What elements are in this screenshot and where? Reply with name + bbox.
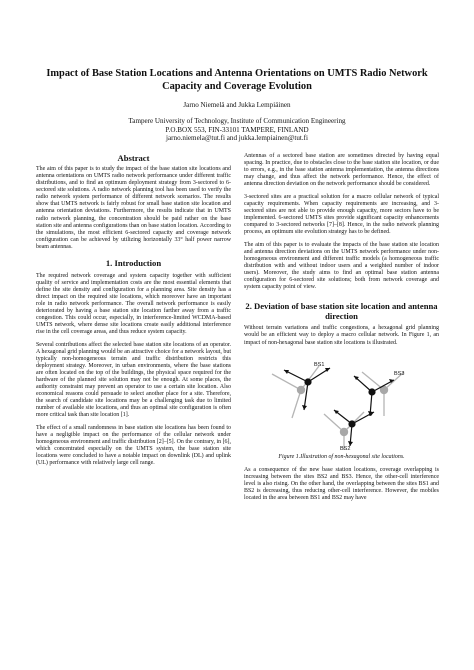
hexagonal-grid-lines [272, 366, 404, 453]
paper-title: Impact of Base Station Locations and Antenna Orientations on UMTS Radio Network Capacity and Coverage Evolution [46, 68, 428, 92]
abstract-text: The aim of this paper is to study the impact of the base station site locations and antenna orientations on UMTS radio network performance under different traffic distributions, and to find an optimum deployment strategy from 3-sectored to 6-sectored site solutions. A radio network planning tool has been used to verify the radio network system performance of different network scenarios. The results show that UMTS network is fairly robust for small base station site location and antenna orientation deviations. Furthermore, the results indicate that in UMTS radio network planning, the concentration should be paid rather on the base station site and antenna configurations than on base station location. According to the simulations, the most efficient 6-sectored capacity and coverage network configuration can be achieved by utilizing horizontally 33° half power narrow beam antennas. [36, 166, 231, 250]
body-paragraph: The aim of this paper is to evaluate the impacts of the base station site location and antenna direction deviations on the UMTS network performance under non-homogeneous environment and different traffic models (a homogeneous traffic distribution with and without indoor users and a weighted number of indoor users). Moreover, the study aims to find an optimal base station antenna configuration for 6-sectored site solutions; both from network coverage and system capacity point of view. [244, 241, 439, 290]
displaced-site-antennas [284, 368, 394, 446]
intro-paragraph: The effect of a small randomness in base station site locations has been found to have a negligible impact on the performance of the cellular network under homogeneous environment and traffic distribution [2]–[5]. On the contrary, in [6], which concentrated especially on the UMTS system, the base station site locations were concluded to have a notable impact on downlink (DL) and uplink (UL) performance with relatively large cell range. [36, 425, 231, 467]
figure-1 [244, 352, 439, 452]
intro-paragraph: Several contributions affect the selected base station site locations of an operator. A hexagonal grid planning would be an attractive choice for a network layout, but typically non-homogeneous terrain and traffic distribution restricts this deployment strategy. Moreover, in urban environments, where the base stations are often located on the top of the buildings, the physical space required for the hardware of the planned site solution may not be enough. At some places, the authority constraint may prevent an operator to use a certain site location. Also economical reasons could persuade to select another place for a site. Therefore, the search of candidate site locations may be a challenging task due to limited number of available site locations, and thus an optimal site configuration is often more critical task than site location [1]. [36, 341, 231, 419]
paper-authors: Jarno Niemelä and Jukka Lempiäinen [183, 101, 291, 109]
affiliation-line: P.O.BOX 553, FIN-33101 TAMPERE, FINLAND [165, 125, 309, 134]
right-column [244, 153, 439, 508]
section2-paragraph: Without terrain variations and traffic congestions, a hexagonal grid planning would be an efficient way to deploy a macro cellular network. In Figure 1, an impact of non-hexagonal base station site locations is illustrated. [244, 325, 439, 346]
email-line: jarno.niemela@tut.fi and jukka.lempiainen@tut.fi [166, 134, 308, 143]
section2-paragraph: As a consequence of the new base station locations, coverage overlapping is increasing between the sites BS2 and BS3. Hence, the other-cell interference level is also rising. On the other hand, the overlapping between the sites BS1 and BS2 is decreasing, thus reducing other-cell interference. However, the mobiles located in the area between BS1 and BS2 may have [244, 466, 439, 501]
antenna-arrowheads [284, 368, 394, 446]
abstract-heading: Abstract [117, 153, 150, 163]
intro-paragraph: The required network coverage and system capacity together with sufficient quality of service and implementation costs are the most essential elements that define the site density and configuration for a planning area. Site density has a direct impact on the required site locations, which moreover have an important role in radio network performance. The overall network performance is easily deteriorated by having a base station site location farther away from a traffic congestion. This could occur, especially, in interference-limited WCDMA-based UMTS network, where dense site locations create easily additional interference rise in the cell coverage areas, and thus reduce system capacity. [36, 272, 231, 336]
figure-caption: Figure 1.Illustration of non-hexagonal site locations. [278, 454, 405, 461]
section2-heading: 2. Deviation of base station site location and antenna direction [245, 301, 438, 322]
body-paragraph: 3-sectored sites are a practical solution for a macro cellular network of typical capacity requirements. When capacity requirements are increasing, and 3-sectored sites are not able to provide enough capacity, more sectors have to be implemented. 6-sectored UMTS sites provide significant capacity enhancements compared to 3-sectored networks [7]–[8]. Hence, in the radio network planning process, an optimum site evolution strategy has to be defined. [244, 193, 439, 236]
introduction-heading: 1. Introduction [105, 257, 162, 268]
bs3-label: BS3 [394, 371, 405, 378]
paper-affiliation [40, 117, 434, 143]
site-location-diagram [244, 352, 439, 452]
bs1-label: BS1 [314, 362, 325, 369]
affiliation-line: Tampere University of Technology, Institute of Communication Engineering [128, 117, 346, 125]
left-column [36, 153, 231, 473]
body-paragraph: Antennas of a sectored base station are sometimes directed by having equal spacing. In practice, due to obstacles close to the base station site location, or due to errors, e.g., in the base station antenna implementation, the antenna directions may change, and thus affect the network performance. Hence, the effect of antenna direction deviation on the network performance should be considered. [244, 153, 439, 188]
bs2-label: BS2 [340, 446, 351, 453]
